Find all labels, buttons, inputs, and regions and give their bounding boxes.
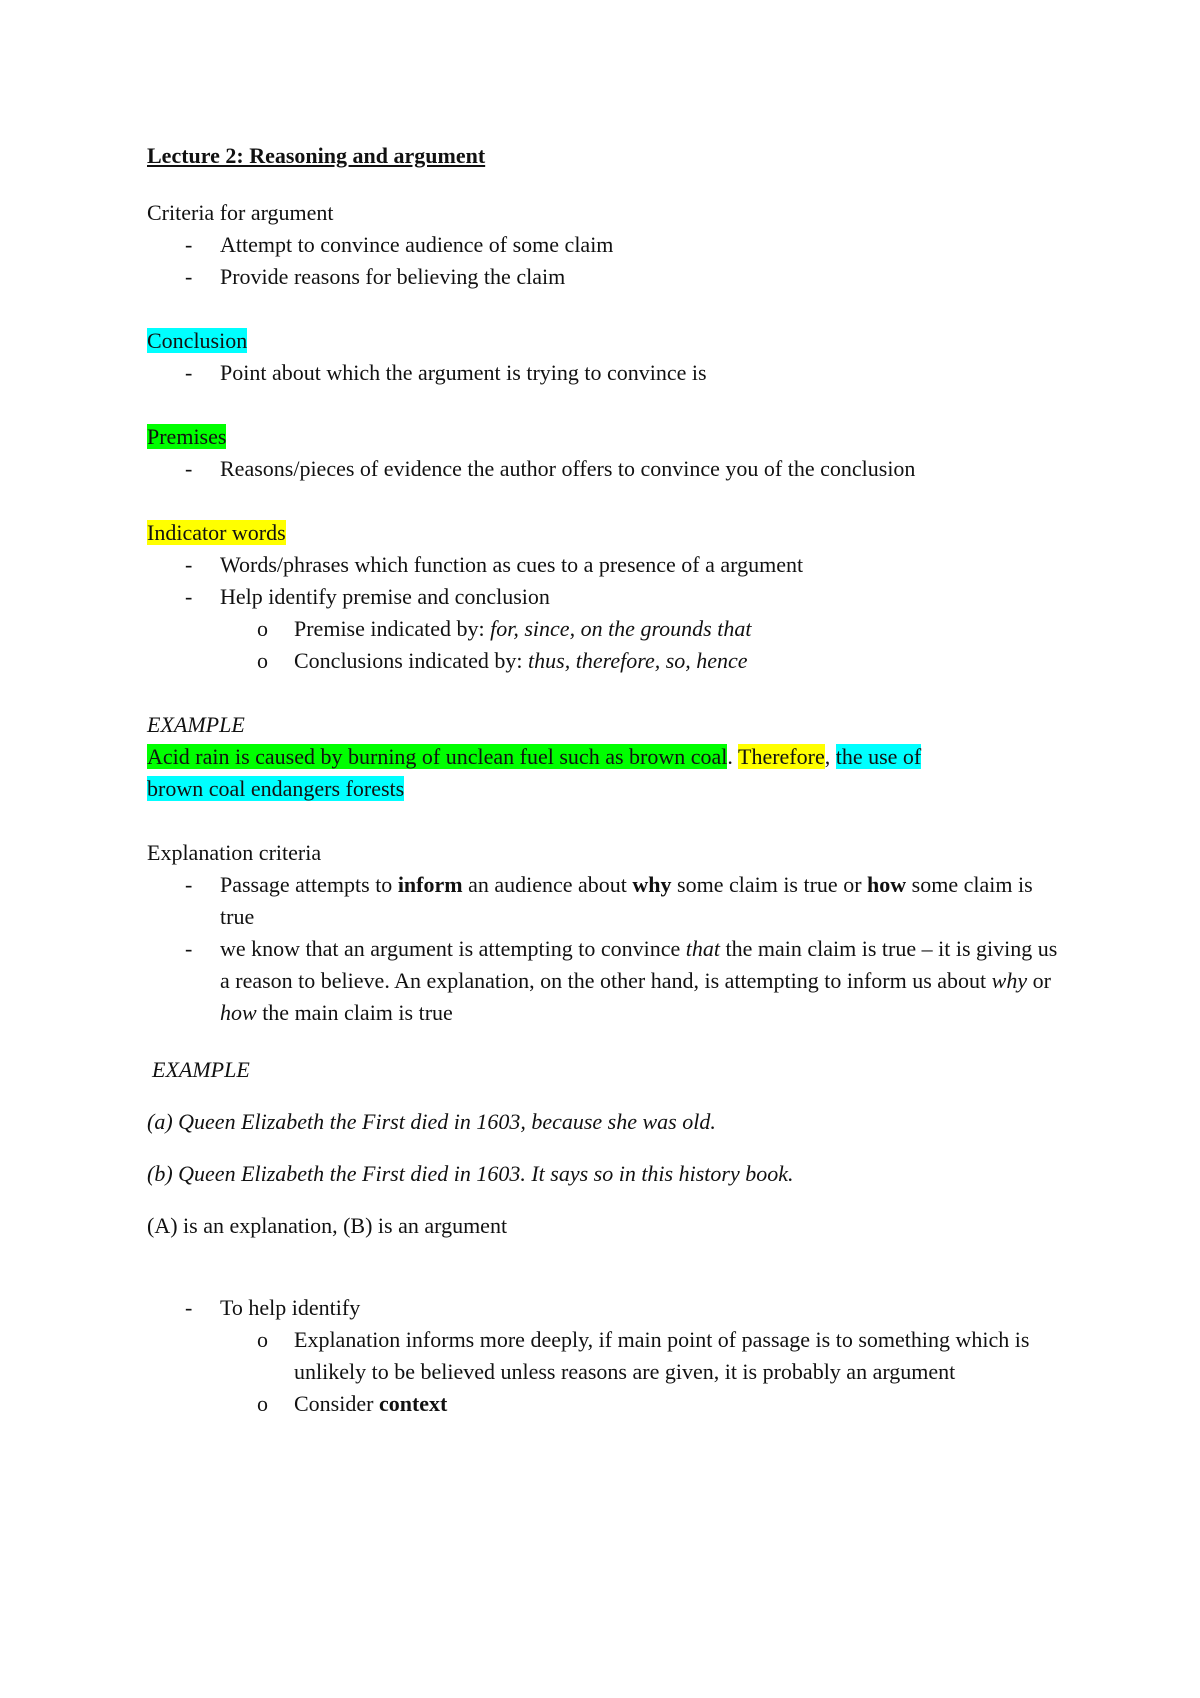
example-indicator: Therefore xyxy=(738,744,825,769)
text-run: the main claim is true – it is giving us a reason to believe. An explanation, on the other hand, is attempting to inform us about xyxy=(220,936,1058,993)
list-item xyxy=(147,933,1067,1029)
dash-marker: - xyxy=(185,456,193,481)
example-line-2 xyxy=(147,773,1067,805)
sub-list-item xyxy=(147,613,1067,645)
list-item xyxy=(147,261,1067,293)
sub-item-words: for, since, on the grounds that xyxy=(490,616,752,641)
example-result: (A) is an explanation, (B) is an argument xyxy=(147,1213,508,1238)
text-run: some claim is true or xyxy=(671,872,868,897)
sub-list-item xyxy=(147,1324,1067,1388)
list-item xyxy=(147,869,1067,933)
example-comma: , xyxy=(824,744,836,769)
circle-marker: o xyxy=(257,1327,268,1352)
criteria-heading: Criteria for argument xyxy=(147,200,334,225)
text-run-italic: that xyxy=(685,936,720,961)
text-run: Passage attempts to xyxy=(220,872,398,897)
text-run-italic: how xyxy=(220,1000,257,1025)
dash-marker: - xyxy=(185,264,193,289)
text-run-bold: how xyxy=(867,872,907,897)
list-item-text: Provide reasons for believing the claim xyxy=(220,264,566,289)
list-item xyxy=(147,549,1067,581)
circle-marker: o xyxy=(257,616,268,641)
dash-marker: - xyxy=(185,232,193,257)
list-item-text: Attempt to convince audience of some claim xyxy=(220,232,614,257)
dash-marker: - xyxy=(185,360,193,385)
dash-marker: - xyxy=(185,584,193,609)
list-item xyxy=(147,453,1067,485)
circle-marker: o xyxy=(257,1391,268,1416)
list-item xyxy=(147,357,1067,389)
list-item xyxy=(147,581,1067,613)
example-conclusion-a: the use of xyxy=(835,744,922,769)
text-run: some claim is true xyxy=(220,872,1033,929)
example-premise: Acid rain is caused by burning of unclean fuel such as brown coal xyxy=(147,744,728,769)
list-item xyxy=(147,1292,1067,1324)
sub-item-text: Consider xyxy=(294,1391,379,1416)
sub-list-item xyxy=(147,1388,1067,1420)
text-run: we know that an argument is attempting to convince xyxy=(220,936,686,961)
sub-item-words: thus, therefore, so, hence xyxy=(528,648,748,673)
text-run-bold: inform xyxy=(397,872,463,897)
example-dot: . xyxy=(727,744,738,769)
list-item-text: Point about which the argument is trying to convince is xyxy=(220,360,707,385)
sub-item-text: Explanation informs more deeply, if main point of passage is to something which is unlikely to be believed unless reasons are given, it is probably an argument xyxy=(294,1327,1030,1384)
dash-marker: - xyxy=(185,1295,193,1320)
premises-heading: Premises xyxy=(147,424,227,449)
dash-marker: - xyxy=(185,872,193,897)
text-run: or xyxy=(1027,968,1051,993)
text-run: the main claim is true xyxy=(256,1000,453,1025)
text-run: an audience about xyxy=(462,872,633,897)
indicator-heading: Indicator words xyxy=(147,520,286,545)
conclusion-heading: Conclusion xyxy=(147,328,248,353)
list-item-text: To help identify xyxy=(220,1295,361,1320)
example-conclusion-b: brown coal endangers forests xyxy=(147,776,405,801)
list-item xyxy=(147,229,1067,261)
example-sentence-a: (a) Queen Elizabeth the First died in 1603, because she was old. xyxy=(147,1109,716,1134)
list-item-text: Words/phrases which function as cues to a presence of a argument xyxy=(220,552,804,577)
text-run-italic: why xyxy=(991,968,1028,993)
dash-marker: - xyxy=(185,552,193,577)
explanation-heading: Explanation criteria xyxy=(147,840,322,865)
example-heading: EXAMPLE xyxy=(152,1057,250,1082)
example-heading: EXAMPLE xyxy=(147,712,245,737)
text-run-bold: why xyxy=(632,872,672,897)
list-item-text: Help identify premise and conclusion xyxy=(220,584,550,609)
page-title: Lecture 2: Reasoning and argument xyxy=(147,143,486,168)
example-sentence-b: (b) Queen Elizabeth the First died in 1603. It says so in this history book. xyxy=(147,1161,794,1186)
sub-item-bold: context xyxy=(378,1391,448,1416)
document-page xyxy=(147,140,1067,1420)
dash-marker: - xyxy=(185,936,193,961)
sub-list-item xyxy=(147,645,1067,677)
list-item-text: Reasons/pieces of evidence the author offers to convince you of the conclusion xyxy=(220,456,916,481)
sub-item-label: Conclusions indicated by: xyxy=(294,648,529,673)
example-line-1 xyxy=(147,741,1067,773)
circle-marker: o xyxy=(257,648,268,673)
sub-item-label: Premise indicated by: xyxy=(294,616,491,641)
